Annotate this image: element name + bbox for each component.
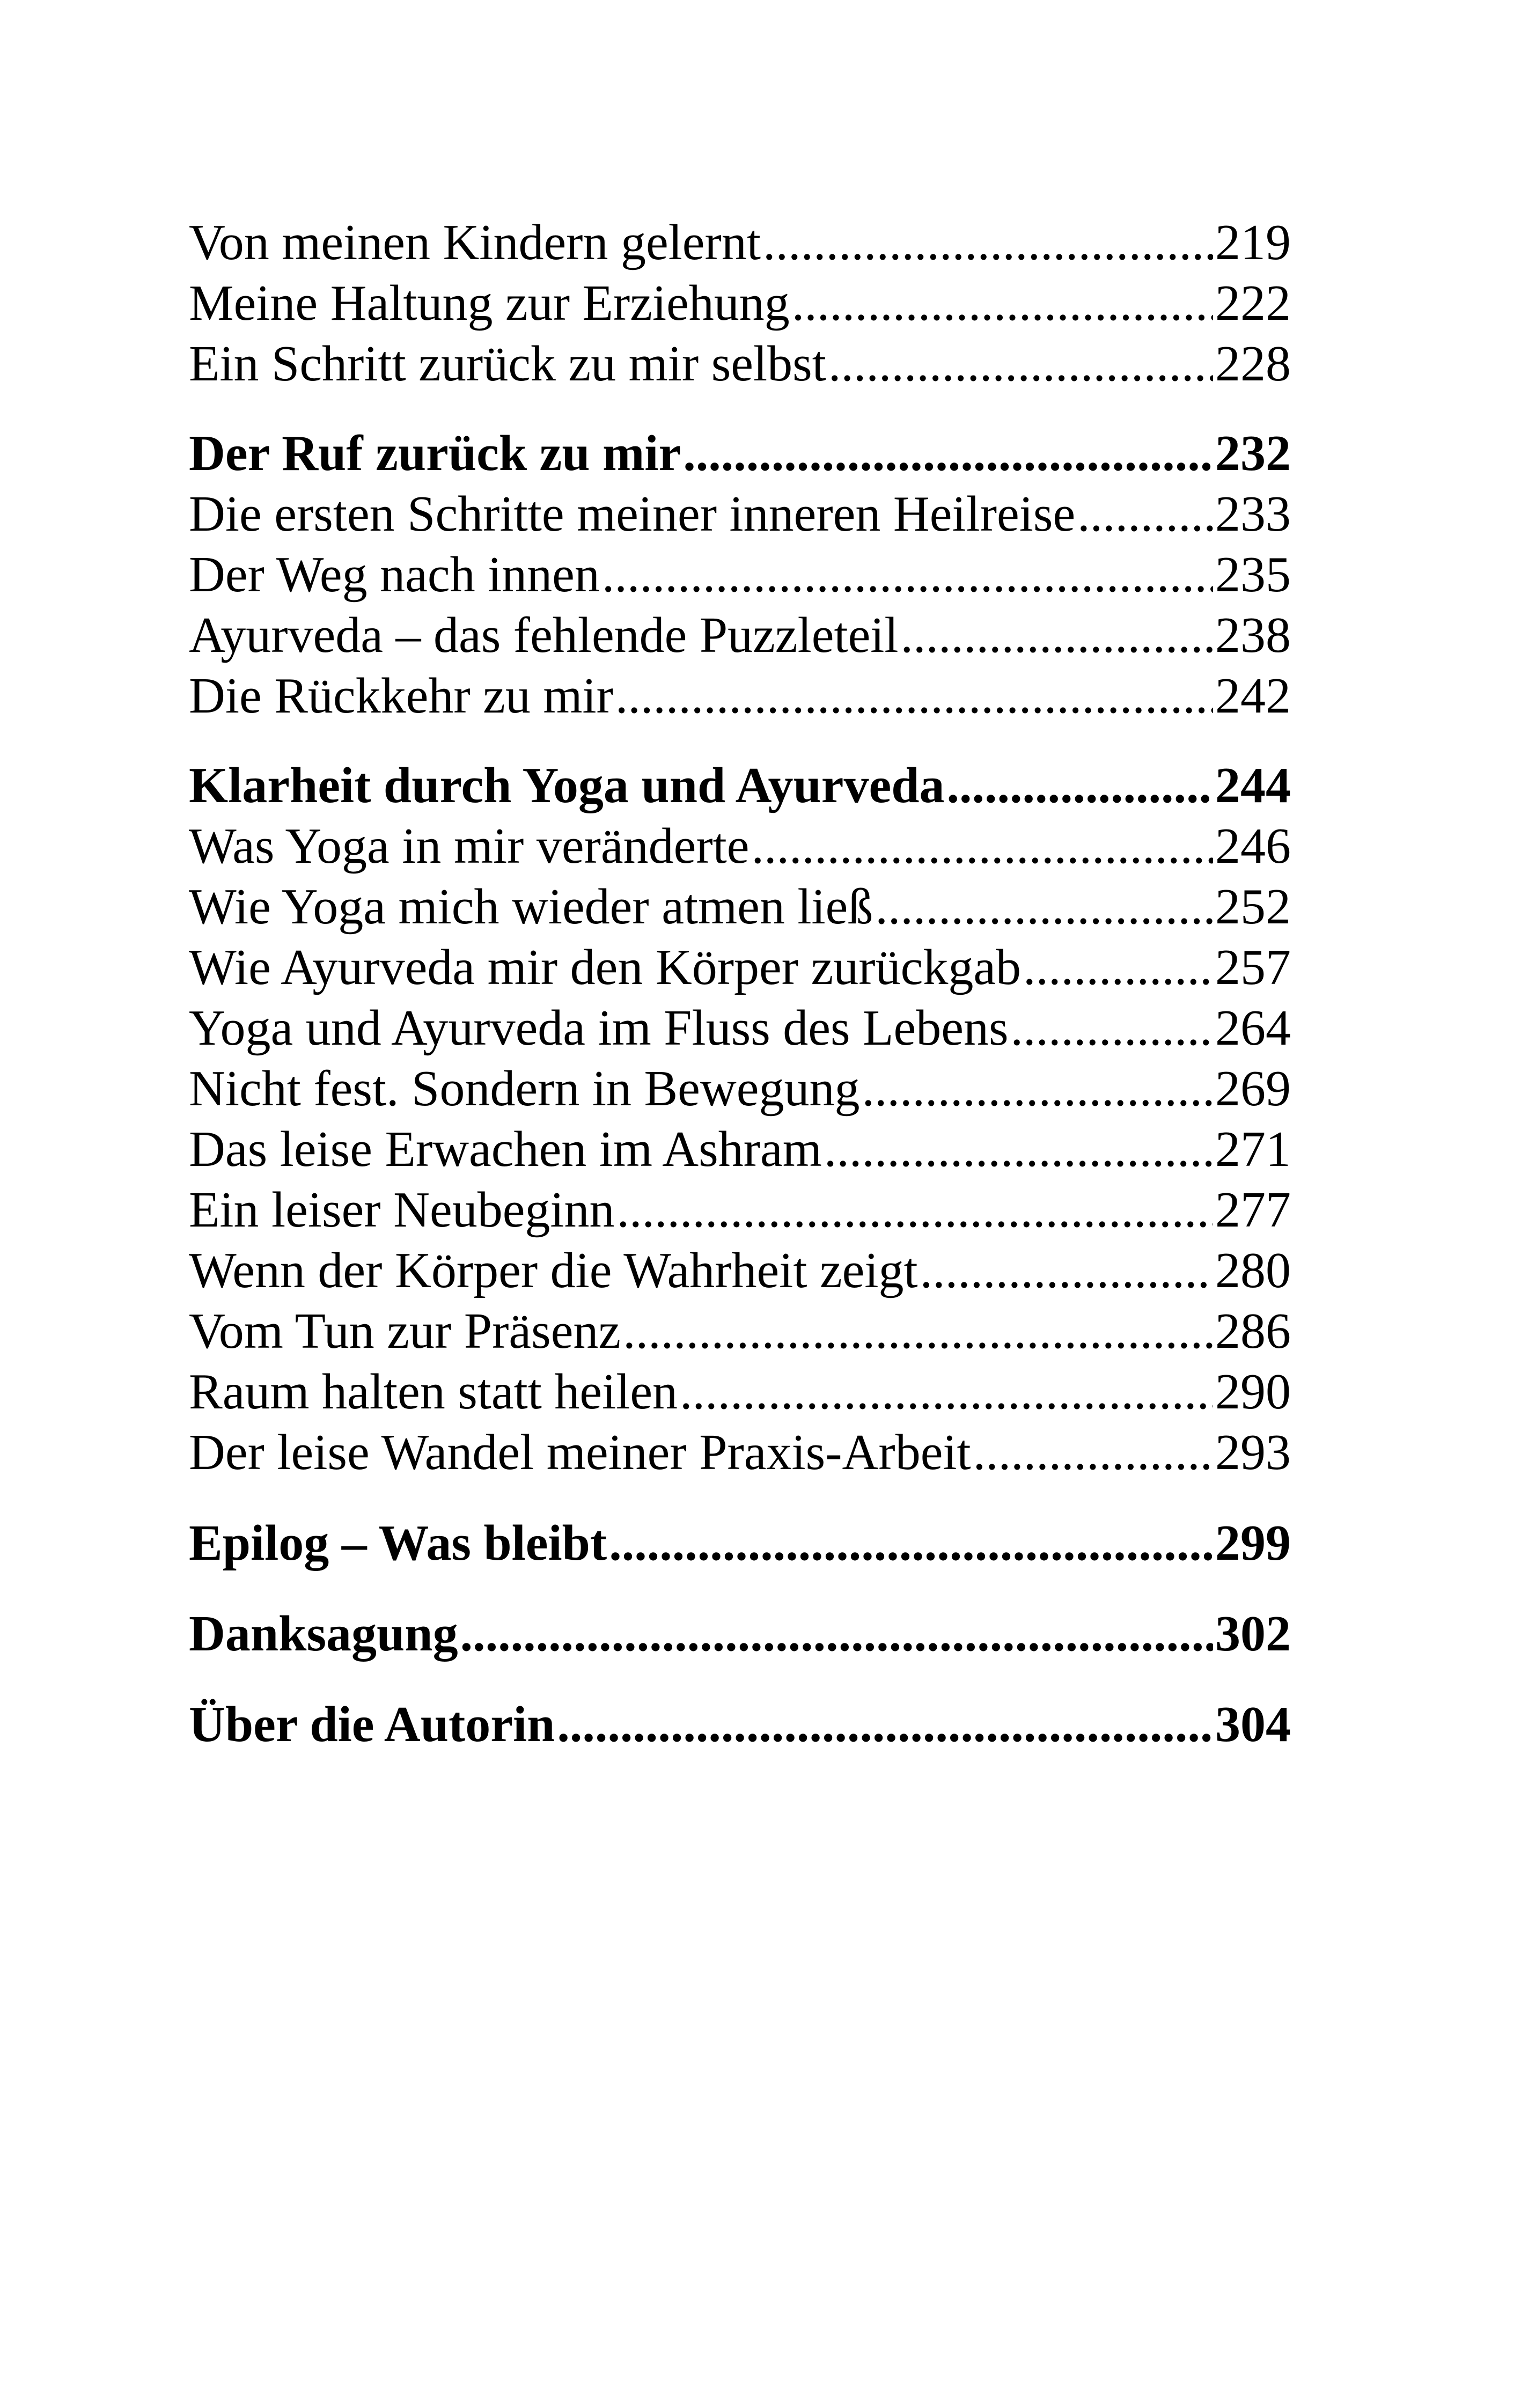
toc-entry[interactable] bbox=[189, 545, 1291, 605]
toc-entry-page: 269 bbox=[1215, 1061, 1291, 1117]
toc-entry-page: 290 bbox=[1215, 1364, 1291, 1420]
dot-leader bbox=[623, 1301, 1213, 1362]
toc-chapter-title: Klarheit durch Yoga und Ayurveda bbox=[189, 758, 945, 813]
table-of-contents bbox=[189, 212, 1291, 1755]
dot-leader bbox=[763, 212, 1213, 273]
toc-entry-page: 222 bbox=[1215, 275, 1291, 331]
toc-chapter-entry[interactable] bbox=[189, 755, 1291, 816]
dot-leader bbox=[862, 1059, 1213, 1119]
toc-entry-page: 219 bbox=[1215, 215, 1291, 270]
dot-leader bbox=[901, 605, 1213, 666]
dot-leader bbox=[683, 423, 1213, 484]
toc-chapter-page: 302 bbox=[1215, 1606, 1291, 1662]
toc-entry[interactable] bbox=[189, 816, 1291, 877]
toc-entry-title: Vom Tun zur Präsenz bbox=[189, 1303, 621, 1359]
dot-leader bbox=[751, 816, 1213, 877]
toc-chapter-entry[interactable] bbox=[189, 1513, 1291, 1574]
dot-leader bbox=[617, 1180, 1213, 1240]
toc-chapter-title: Epilog – Was bleibt bbox=[189, 1515, 607, 1571]
toc-entry-page: 257 bbox=[1215, 939, 1291, 995]
toc-entry-page: 286 bbox=[1215, 1303, 1291, 1359]
dot-leader bbox=[824, 1119, 1213, 1180]
toc-entry[interactable] bbox=[189, 1119, 1291, 1180]
toc-entry-page: 271 bbox=[1215, 1121, 1291, 1177]
toc-chapter-title: Über die Autorin bbox=[189, 1697, 555, 1752]
toc-entry-title: Nicht fest. Sondern in Bewegung bbox=[189, 1061, 860, 1117]
toc-chapter-page: 299 bbox=[1215, 1515, 1291, 1571]
toc-chapter-page: 232 bbox=[1215, 425, 1291, 481]
toc-entry[interactable] bbox=[189, 1362, 1291, 1422]
toc-entry-title: Was Yoga in mir veränderte bbox=[189, 818, 750, 874]
toc-entry[interactable] bbox=[189, 877, 1291, 937]
toc-entry-page: 242 bbox=[1215, 668, 1291, 724]
dot-leader bbox=[1011, 998, 1213, 1059]
toc-chapter-title: Danksagung bbox=[189, 1606, 458, 1662]
toc-entry-title: Meine Haltung zur Erziehung bbox=[189, 275, 790, 331]
toc-entry-page: 246 bbox=[1215, 818, 1291, 874]
toc-entry-title: Der Weg nach innen bbox=[189, 547, 600, 603]
toc-entry-title: Ein leiser Neubeginn bbox=[189, 1182, 615, 1238]
toc-entry-title: Das leise Erwachen im Ashram bbox=[189, 1121, 822, 1177]
dot-leader bbox=[875, 877, 1213, 937]
toc-entry-title: Raum halten statt heilen bbox=[189, 1364, 678, 1420]
toc-entry[interactable] bbox=[189, 334, 1291, 394]
dot-leader bbox=[947, 755, 1214, 816]
toc-entry-title: Wie Yoga mich wieder atmen ließ bbox=[189, 879, 873, 935]
dot-leader bbox=[973, 1422, 1213, 1483]
toc-entry-title: Der leise Wandel meiner Praxis-Arbeit bbox=[189, 1425, 971, 1480]
toc-entry-page: 252 bbox=[1215, 879, 1291, 935]
dot-leader bbox=[1023, 937, 1213, 998]
dot-leader bbox=[602, 545, 1213, 605]
toc-entry-page: 238 bbox=[1215, 607, 1291, 663]
toc-entry-title: Ein Schritt zurück zu mir selbst bbox=[189, 336, 826, 392]
toc-entry[interactable] bbox=[189, 998, 1291, 1059]
dot-leader bbox=[920, 1240, 1213, 1301]
toc-chapter-entry[interactable] bbox=[189, 1604, 1291, 1664]
dot-leader bbox=[792, 273, 1213, 334]
toc-entry-page: 280 bbox=[1215, 1243, 1291, 1298]
toc-chapter-page: 244 bbox=[1215, 758, 1291, 813]
dot-leader bbox=[680, 1362, 1213, 1422]
toc-entry[interactable] bbox=[189, 1240, 1291, 1301]
toc-entry-title: Ayurveda – das fehlende Puzzleteil bbox=[189, 607, 899, 663]
toc-entry[interactable] bbox=[189, 1059, 1291, 1119]
dot-leader bbox=[615, 666, 1213, 726]
toc-entry[interactable] bbox=[189, 273, 1291, 334]
toc-entry-page: 293 bbox=[1215, 1425, 1291, 1480]
toc-entry-page: 228 bbox=[1215, 336, 1291, 392]
toc-entry[interactable] bbox=[189, 666, 1291, 726]
toc-chapter-title: Der Ruf zurück zu mir bbox=[189, 425, 681, 481]
toc-entry-title: Wie Ayurveda mir den Körper zurückgab bbox=[189, 939, 1022, 995]
dot-leader bbox=[460, 1604, 1213, 1664]
dot-leader bbox=[828, 334, 1213, 394]
toc-entry-title: Die ersten Schritte meiner inneren Heilreise bbox=[189, 486, 1076, 542]
toc-entry[interactable] bbox=[189, 484, 1291, 545]
toc-chapter-page: 304 bbox=[1215, 1697, 1291, 1752]
toc-entry-page: 233 bbox=[1215, 486, 1291, 542]
dot-leader bbox=[557, 1694, 1213, 1755]
toc-entry[interactable] bbox=[189, 1422, 1291, 1483]
toc-entry[interactable] bbox=[189, 1180, 1291, 1240]
toc-entry-title: Von meinen Kindern gelernt bbox=[189, 215, 761, 270]
toc-entry-page: 277 bbox=[1215, 1182, 1291, 1238]
dot-leader bbox=[1077, 484, 1213, 545]
toc-chapter-entry[interactable] bbox=[189, 1694, 1291, 1755]
toc-entry[interactable] bbox=[189, 937, 1291, 998]
toc-entry-page: 235 bbox=[1215, 547, 1291, 603]
toc-entry-title: Yoga und Ayurveda im Fluss des Lebens bbox=[189, 1000, 1009, 1056]
toc-chapter-entry[interactable] bbox=[189, 423, 1291, 484]
dot-leader bbox=[609, 1513, 1213, 1574]
toc-entry[interactable] bbox=[189, 605, 1291, 666]
toc-entry-title: Wenn der Körper die Wahrheit zeigt bbox=[189, 1243, 918, 1298]
toc-entry[interactable] bbox=[189, 212, 1291, 273]
toc-entry-title: Die Rückkehr zu mir bbox=[189, 668, 613, 724]
toc-entry-page: 264 bbox=[1215, 1000, 1291, 1056]
toc-entry[interactable] bbox=[189, 1301, 1291, 1362]
